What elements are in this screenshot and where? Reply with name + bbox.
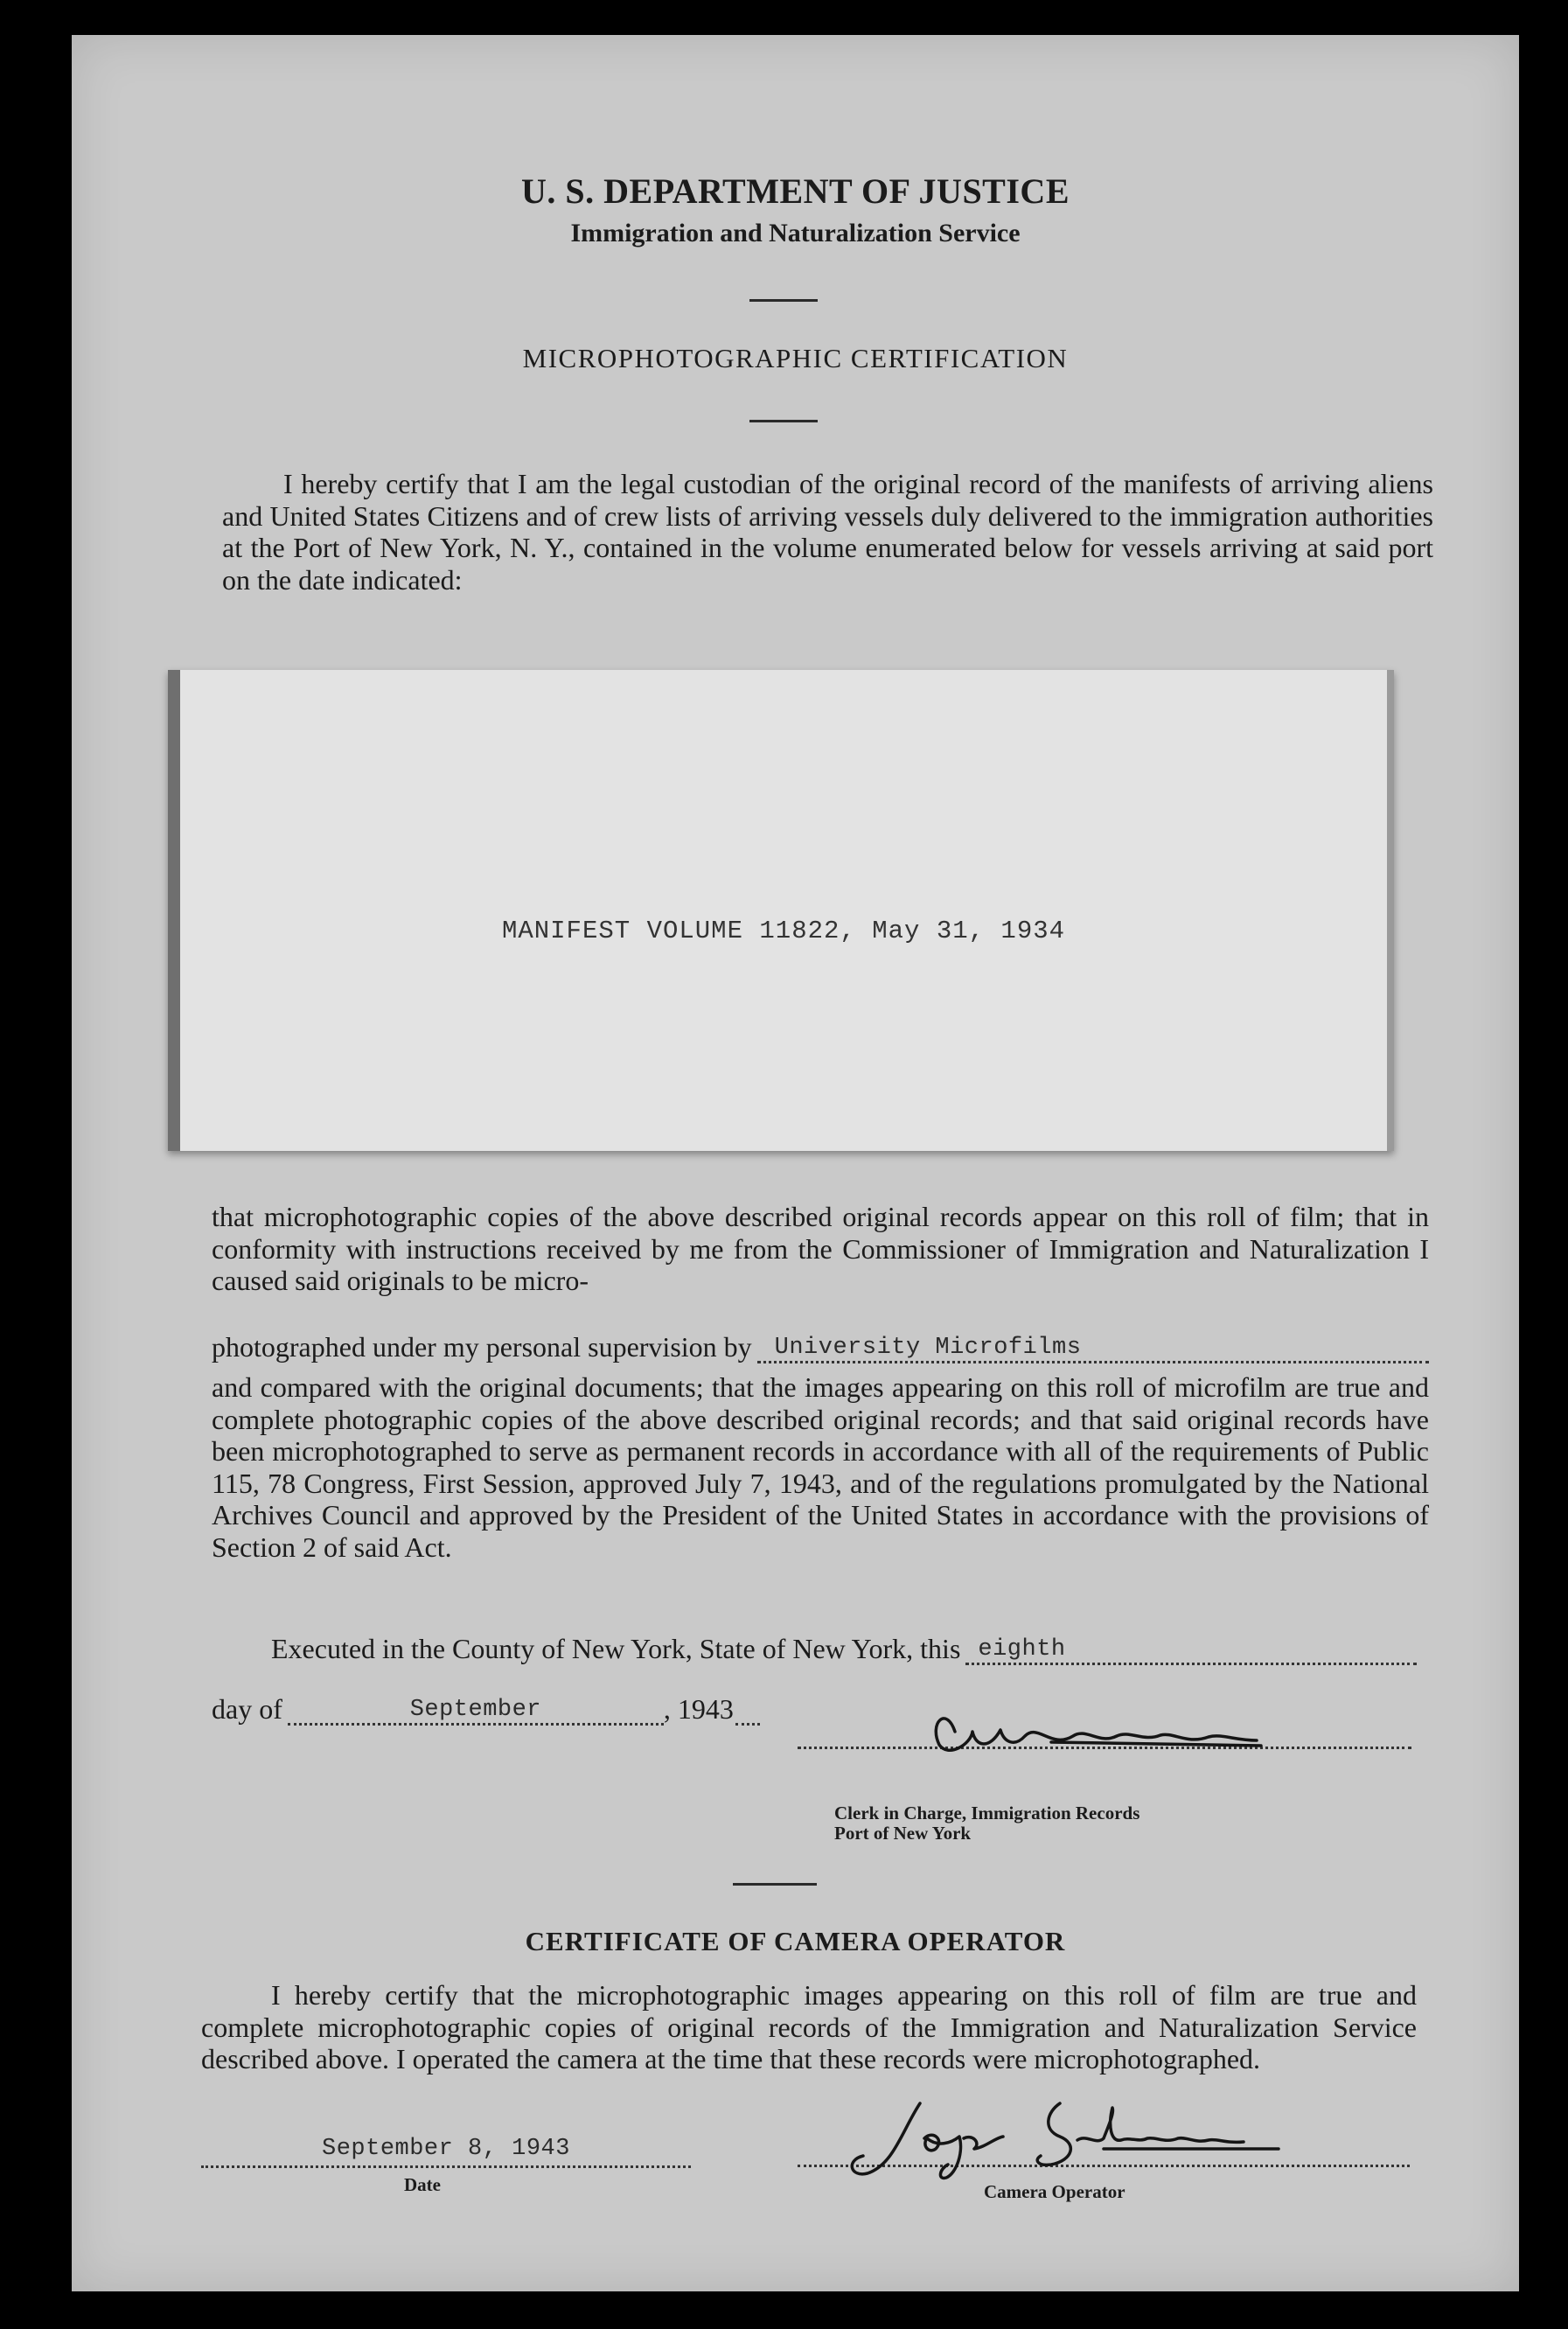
service-subtitle: Immigration and Naturalization Service bbox=[570, 219, 1021, 248]
camera-certificate-paragraph: I hereby certify that the microphotographic images appearing on this roll of film are true and complete microphotographic copies of original records of the Immigration and Naturalization Service described above. I operated the camera at the time that these records were microphotographed. bbox=[201, 1979, 1417, 2074]
photographed-by-line bbox=[212, 1328, 1429, 1363]
executed-line bbox=[271, 1630, 1417, 1665]
photographed-by-value: University Microfilms bbox=[774, 1335, 1082, 1361]
date-value: September 8, 1943 bbox=[322, 2136, 570, 2162]
clerk-signature bbox=[920, 1697, 1287, 1767]
department-title: U. S. DEPARTMENT OF JUSTICE bbox=[521, 171, 1070, 211]
month-field bbox=[288, 1692, 664, 1726]
executed-day-field bbox=[965, 1632, 1417, 1665]
certificate-sheet bbox=[72, 35, 1519, 2291]
executed-day-value: eighth bbox=[978, 1636, 1066, 1663]
manifest-slip bbox=[168, 670, 1394, 1151]
operator-signature bbox=[841, 2086, 1296, 2191]
divider-rule bbox=[749, 420, 818, 422]
date-label: Date bbox=[404, 2174, 441, 2195]
executed-prefix: Executed in the County of New York, State of New York, this bbox=[271, 1633, 961, 1664]
divider-rule bbox=[733, 1883, 817, 1886]
day-of-label: day of bbox=[212, 1693, 282, 1725]
day-of-line bbox=[212, 1691, 824, 1726]
divider-rule bbox=[749, 299, 818, 302]
clerk-title-line2: Port of New York bbox=[834, 1823, 972, 1844]
photographed-by-prefix: photographed under my personal supervision by bbox=[212, 1331, 752, 1363]
date-field bbox=[201, 2136, 691, 2168]
manifest-slip-text: MANIFEST VOLUME 11822, May 31, 1934 bbox=[501, 917, 1066, 945]
body-paragraph-part1: that microphotographic copies of the above described original records appear on this roll of film; that in conformity with instructions received by me from the Commissioner of Immigration and Naturalization I caused said originals to be micro- bbox=[212, 1201, 1429, 1296]
clerk-title-line1: Clerk in Charge, Immigration Records bbox=[834, 1803, 1140, 1823]
month-value: September bbox=[409, 1697, 542, 1723]
year-label: , 1943 bbox=[663, 1693, 734, 1725]
camera-operator-label: Camera Operator bbox=[984, 2181, 1125, 2202]
photographed-by-field bbox=[757, 1330, 1429, 1363]
intro-paragraph: I hereby certify that I am the legal custodian of the original record of the manifests of arriving aliens and United States Citizens and of crew lists of arriving vessels duly delivered to the immigration authorities at the Port of New York, N. Y., contained in the volume enumerated below for vessels arriving at said port on the date indicated: bbox=[222, 468, 1433, 596]
camera-certificate-heading: CERTIFICATE OF CAMERA OPERATOR bbox=[525, 1926, 1066, 1956]
year-trailing-dots bbox=[735, 1723, 760, 1726]
certification-title: MICROPHOTOGRAPHIC CERTIFICATION bbox=[522, 343, 1069, 373]
body-paragraph-part2: and compared with the original documents; that the images appearing on this roll of microfilm are true and complete photographic copies of the above described original records; and that said original records have been microphotographed to serve as permanent records in accordance with all of the requirements of Public 115, 78 Congress, First Session, approved July 7, 1943, and of the regulations promulgated by the National Archives Council and approved by the President of the United States in accordance with the provisions of Section 2 of said Act. bbox=[212, 1371, 1429, 1563]
